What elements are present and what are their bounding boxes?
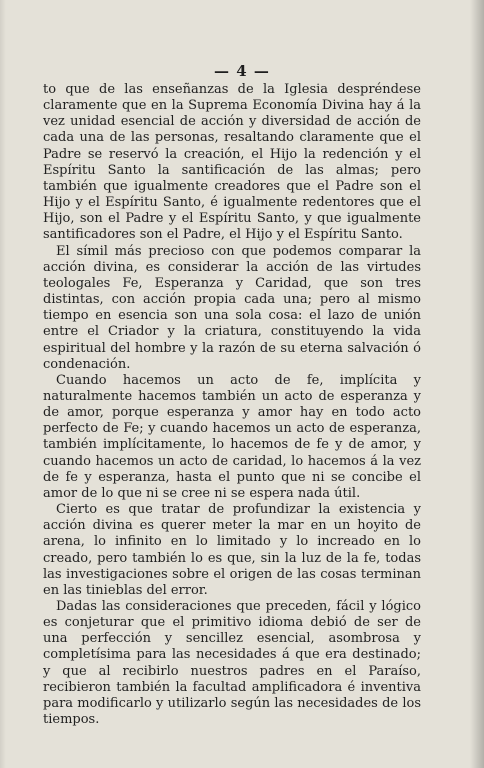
paragraph-4: Cierto es que tratar de profundizar la existencia y acción divina es querer meter la mar en un hoyito de arena, lo infinito en lo limitado y lo increado en lo creado, pero también lo es que, sin la luz de la fe, todas las investigaciones sobre el origen de las cosas terminan en las tinieblas del error. xyxy=(43,502,421,598)
paragraph-5: Dadas las consideraciones que preceden, fácil y lógico es conjeturar que el primitivo idioma debió de ser de una perfección y sencillez esencial, asombrosa y completísima para las necesidades á que era destinado; y que al recibirlo nuestros padres en el Paraíso, recibieron también la facultad amplificadora é inventiva para modificarlo y utilizarlo según las necesidades de los tiempos. xyxy=(43,599,421,728)
body-text xyxy=(43,82,421,728)
page-number: — 4 — xyxy=(214,62,270,80)
page-gutter-shadow xyxy=(0,0,6,768)
paragraph-2: El símil más precioso con que podemos comparar la acción divina, es considerar la acción de las virtudes teologales Fe, Esperanza y Caridad, que son tres distintas, con acción propia cada una; pero al mismo tiempo en esencia son una sola cosa: el lazo de unión entre el Criador y la criatura, constituyendo la vida espiritual del hombre y la razón de su eterna salvación ó condenación. xyxy=(43,243,421,372)
paragraph-1: to que de las enseñanzas de la Iglesia despréndese claramente que en la Suprema Economía Divina hay á la vez unidad esencial de acción y diversidad de acción de cada una de las personas, resaltando claramente que el Padre se reservó la creación, el Hijo la redención y el Espíritu Santo la santificación de las almas; pero también que igualmente creadores que el Padre son el Hijo y el Espíritu Santo, é igualmente redentores que el Hijo, son el Padre y el Espíritu Santo, y que igualmente santificadores son el Padre, el Hijo y el Espíritu Santo. xyxy=(43,82,421,243)
page-edge-shadow xyxy=(470,0,484,768)
paragraph-3: Cuando hacemos un acto de fe, implícita y naturalmente hacemos también un acto de esperanza y de amor, porque esperanza y amor hay en todo acto perfecto de Fe; y cuando hacemos un acto de esperanza, también implícitamente, lo hacemos de fe y de amor, y cuando hacemos un acto de caridad, lo hacemos á la vez de fe y esperanza, hasta el punto que ni se concibe el amor de lo que ni se cree ni se espera nada útil. xyxy=(43,372,421,501)
